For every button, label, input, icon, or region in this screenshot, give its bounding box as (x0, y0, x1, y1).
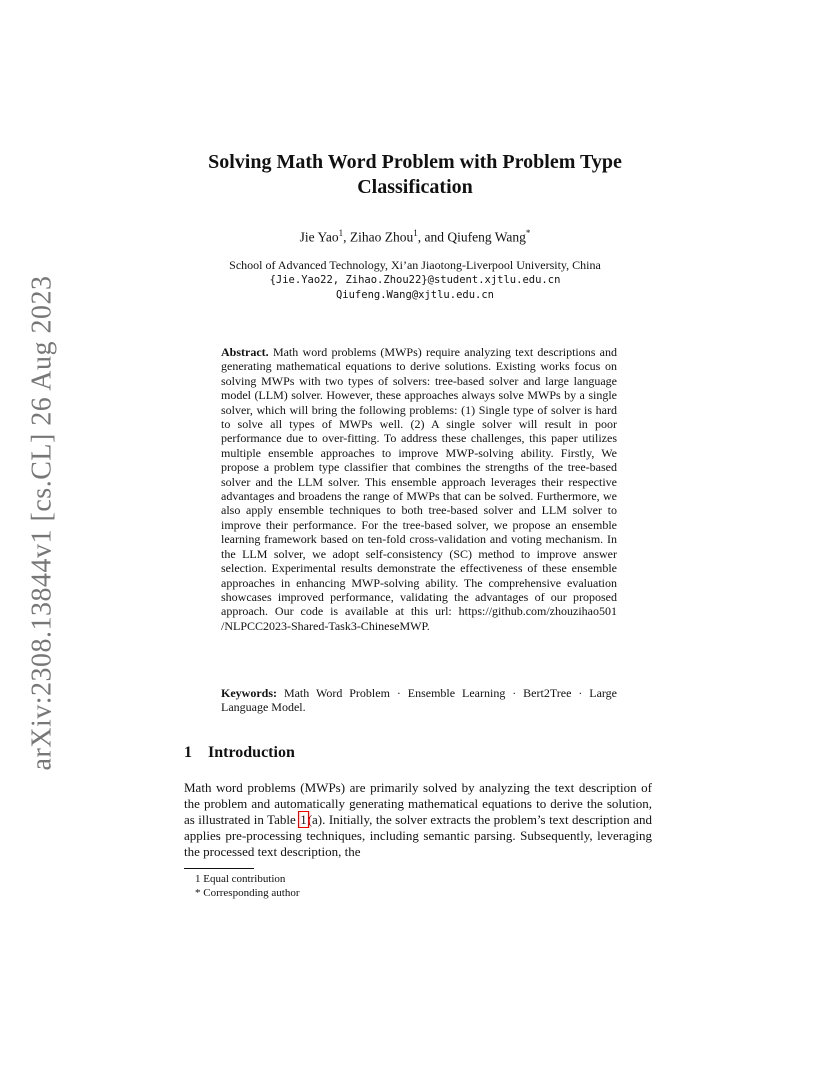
abstract (221, 345, 617, 633)
table-ref-link[interactable]: 1 (300, 812, 307, 827)
footnotes (195, 872, 635, 900)
affiliation-block (180, 258, 650, 303)
author-name: Zihao Zhou (349, 229, 414, 245)
keywords-label: Keywords: (221, 686, 277, 700)
paper-title: Solving Math Word Problem with Problem Type Classification (208, 151, 622, 198)
author-separator: , and (417, 229, 448, 245)
footnote: * Corresponding author (195, 887, 300, 899)
author-mark: 1 (338, 228, 344, 238)
author-list (180, 228, 650, 246)
author-name: Jie Yao (299, 229, 339, 245)
section-number: 1 (184, 744, 192, 761)
footnote: 1 Equal contribution (195, 873, 286, 885)
abstract-label: Abstract. (221, 345, 269, 359)
arxiv-stamp: arXiv:2308.13844v1 [cs.CL] 26 Aug 2023 (26, 275, 57, 770)
footnote-rule (184, 868, 254, 869)
author-mark: * (525, 228, 531, 238)
author-name: Qiufeng Wang (447, 229, 526, 245)
author-separator: , (343, 229, 350, 245)
section-title: Introduction (208, 744, 295, 761)
keywords-text: Math Word Problem · Ensemble Learning · Bert2Tree · Large Language Model. (221, 686, 618, 715)
intro-paragraph: Math word problems (MWPs) are primarily solved by analyzing the text description of the problem and automatically generating mathematical equations to derive the solution, as illustrated in Table 1(a). Initially, the solver extracts the problem’s text description and applies pre-processing techniques, including semantic parsing. Subsequently, leveraging the processed text description, the (184, 780, 652, 859)
keywords (221, 686, 617, 715)
affiliation: School of Advanced Technology, Xi’an Jiaotong-Liverpool University, China (229, 258, 601, 272)
email-line: Qiufeng.Wang@xjtlu.edu.cn (335, 289, 495, 301)
author-mark: 1 (413, 228, 418, 238)
abstract-text: Math word problems (MWPs) require analyzing text descriptions and generating mathematical equations to derive solutions. Existing works focus on solving MWPs with two types of solvers: tree-based solver and large language model (LLM) solver. However, these approaches always solve MWPs by a single solver, which will bring the following problems: (1) Single type of solver is hard to solve all types of MWPs well. (2) A single solver will result in poor performance due to over-fitting. To address these challenges, this paper utilizes multiple ensemble approaches to improve MWP-solving ability. Firstly, We propose a problem type classifier that combines the strengths of the tree-based solver and the LLM solver. This ensemble approach leverages their respective advantages and broadens the range of MWPs that can be solved. Furthermore, we also apply ensemble techniques to both tree-based solver and LLM solver to improve their performance. For the tree-based solver, we propose an ensemble learning framework based on ten-fold cross-validation and voting mechanism. In the LLM solver, we adopt self-consistency (SC) method to improve answer selection. Experimental results demonstrate the effectiveness of these ensemble approaches in enhancing MWP-solving ability. The comprehensive evaluation showcases improved performance, validating the advantages of our proposed approach. Our code is available at this url: https://github.com/zhouzihao501 /NLPCC2023-Shared-Task3-ChineseMWP. (221, 345, 618, 633)
section-heading (184, 744, 654, 762)
email-line: {Jie.Yao22, Zihao.Zhou22}@student.xjtlu.edu.cn (269, 274, 561, 286)
